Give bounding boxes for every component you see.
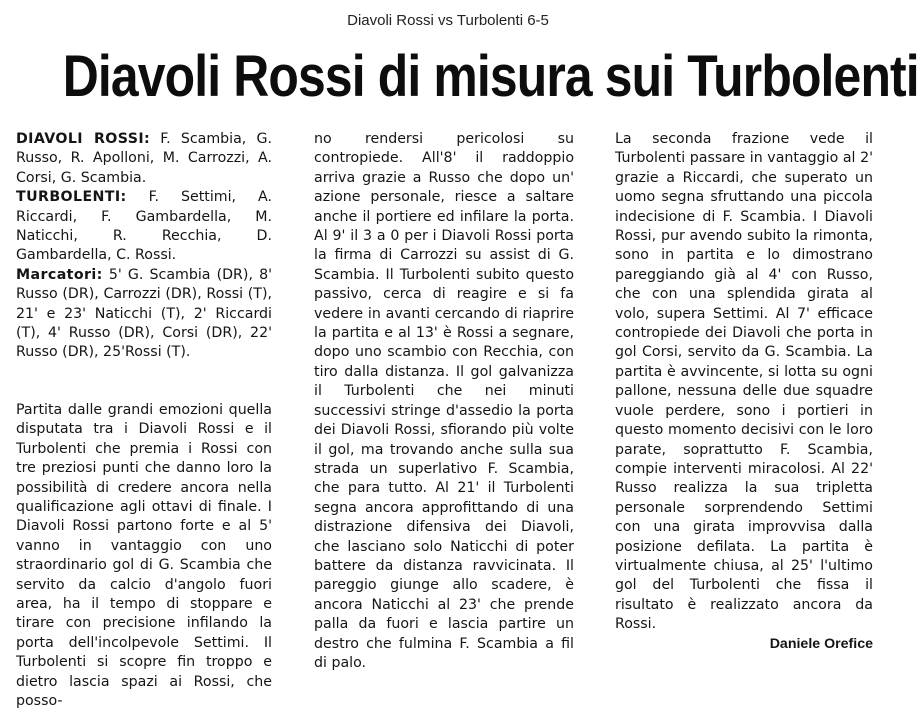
headline: Diavoli Rossi di misura sui Turbolenti bbox=[62, 44, 919, 109]
team1-players: F. Scambia, G. Russo, R. Apolloni, M. Carrozzi, A. Corsi, G. Scambia. bbox=[16, 131, 272, 186]
lineup-team1 bbox=[16, 130, 272, 188]
lineup-team2 bbox=[16, 188, 272, 266]
match-kicker: Diavoli Rossi vs Turbolenti 6-5 bbox=[347, 12, 549, 29]
team2-label: TURBOLENTI: bbox=[16, 189, 127, 206]
author-byline: Daniele Orefice bbox=[769, 635, 873, 652]
article-paragraph-2: no rendersi pericolosi su contropiede. All'8' il raddoppio arriva grazie a Russo che dopo un' azione personale, riesce a saltare anche il portiere ed infilare la porta. Al 9' il 3 a 0 per i Diavoli Rossi porta la firma di Carrozzi su assist di G. Scambia. Il Turbolenti subito questo passivo, cerca di reagire e si fa vedere in avanti cercando di riaprire la partita e al 13' è Rossi a segnare, dopo uno scambio con Recchia, con tiro dalla distanza. Il gol galvanizza il Turbolenti che nei minuti successivi stringe d'assedio la porta dei Diavoli Rossi, sfiorando più volte il gol, ma trovando anche sulla sua strada un superlativo F. Scambia, che para tutto. Al 21' il Turbolenti segna ancora approfittando di una distrazione difensiva dei Diavoli, che lasciano solo Naticchi di poter battere da distanza ravvicinata. Il pareggio giunge allo scadere, è ancora Naticchi al 23' che prende palla da fuori e lascia partire un destro che fulmina F. Scambia a fil di palo. bbox=[314, 131, 574, 671]
column-2 bbox=[314, 130, 574, 671]
spacer bbox=[16, 363, 272, 382]
column-1 bbox=[16, 130, 272, 709]
column-3 bbox=[615, 130, 873, 652]
article-paragraph-3: La seconda frazione vede il Turbolenti passare in vantaggio al 2' grazie a Riccardi, che superato un uomo segna sfruttando una piccola indecisione di F. Scambia. I Diavoli Rossi, pur avendo subito la rimonta, sono in partita e lo dimostrano pareggiando già al 4' con Russo, che con una splendida girata al volo, supera Settimi. Al 7' efficace contropiede dei Diavoli che porta in gol Corsi, servito da G. Scambia. La partita è avvincente, si lotta su ogni pallone, nessuna delle due squadre vuole perdere, sono i portieri in questo momento decisivi con le loro parate, soprattutto F. Scambia, compie interventi miracolosi. Al 22' Russo realizza la sua tripletta personale sorprendendo Settimi con una girata improvvisa dalla posizione defilata. La partita è virtualmente chiusa, al 25' l'ultimo gol del Turbolenti che fissa il risultato è realizzato ancora da Rossi. bbox=[615, 131, 873, 633]
scorers-label: Marcatori: bbox=[16, 266, 103, 283]
article-paragraph-1: Partita dalle grandi emozioni quella disputata tra i Diavoli Rossi e il Turbolenti che premia i Rossi con tre preziosi punti che danno loro la possibilità di credere ancora nella qualificazione agli ottavi di finale. I Diavoli Rossi partono forte e al 5' vanno in vantaggio con uno straordinario gol di G. Scambia che servito da calcio d'angolo fuori area, ha il tempo di stoppare e tirare con precisione infilando la porta dell'incolpevole Settimi. Il Turbolenti si scopre fin troppo e dietro lascia spazi ai Rossi, che posso- bbox=[16, 401, 272, 709]
spacer bbox=[16, 382, 272, 401]
team2-players: F. Settimi, A. Riccardi, F. Gambardella, M. Naticchi, R. Recchia, D. Gambardella, C. Rossi. bbox=[16, 189, 272, 264]
scorers-list: 5' G. Scambia (DR), 8' Russo (DR), Carrozzi (DR), Rossi (T), 21' e 23' Naticchi (T), 2' Riccardi (T), 4' Russo (DR), Corsi (DR), 22' Russo (DR), 25'Rossi (T). bbox=[16, 266, 272, 361]
lineup-scorers bbox=[16, 266, 272, 363]
team1-label: DIAVOLI ROSSI: bbox=[16, 131, 151, 147]
